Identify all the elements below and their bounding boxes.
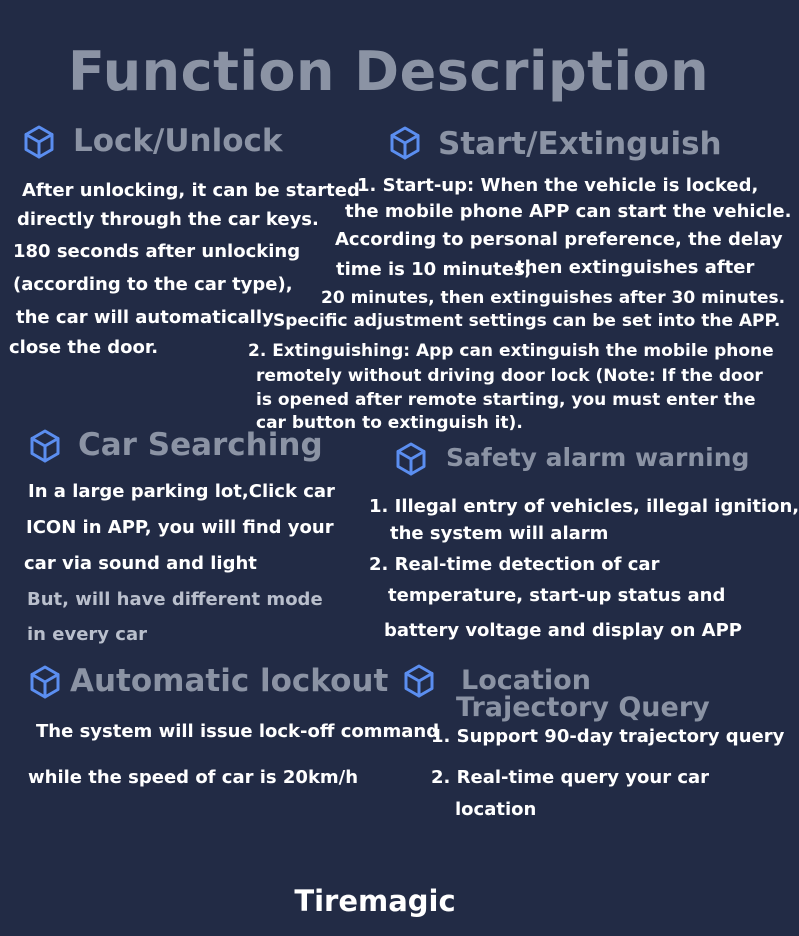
start-line: the mobile phone APP can start the vehicle.	[345, 201, 792, 222]
location-line: 1. Support 90-day trajectory query	[431, 726, 785, 747]
start-line: remotely without driving door lock (Note: If the door	[256, 366, 763, 386]
page-title: Function Description	[68, 40, 710, 103]
start-line: then extinguishes after	[516, 257, 755, 278]
search-line: In a large parking lot,Click car	[28, 481, 335, 502]
safety-line: the system will alarm	[390, 523, 609, 544]
start-line: car button to extinguish it).	[256, 413, 523, 433]
car-searching-heading: Car Searching	[78, 427, 323, 463]
safety-alarm-heading: Safety alarm warning	[446, 443, 750, 472]
lock-line: the car will automatically	[16, 307, 274, 328]
search-line: ICON in APP, you will find your	[26, 517, 334, 538]
start-line: 1. Start-up: When the vehicle is locked,	[357, 175, 759, 196]
lockout-line: The system will issue lock-off command	[36, 721, 440, 742]
cube-icon	[402, 663, 436, 699]
safety-line: 1. Illegal entry of vehicles, illegal ignition,	[369, 496, 799, 517]
safety-line: battery voltage and display on APP	[384, 620, 742, 641]
start-line: 20 minutes, then extinguishes after 30 minutes.	[321, 288, 786, 308]
start-line: Specific adjustment settings can be set into the APP.	[273, 311, 781, 331]
lock-line: close the door.	[9, 337, 159, 358]
lock-unlock-heading: Lock/Unlock	[73, 123, 283, 159]
cube-icon	[28, 664, 62, 700]
search-line: But, will have different mode	[27, 589, 323, 610]
start-extinguish-heading: Start/Extinguish	[438, 126, 722, 162]
automatic-lockout-heading: Automatic lockout	[70, 663, 389, 699]
cube-icon	[22, 124, 56, 160]
start-line: time is 10 minutes,	[336, 259, 532, 280]
safety-line: 2. Real-time detection of car	[369, 554, 660, 575]
location-line: 2. Real-time query your car	[431, 767, 710, 788]
brand-footer: Tiremagic	[294, 884, 456, 918]
location-line: location	[455, 799, 537, 820]
search-line: in every car	[27, 624, 147, 645]
search-line: car via sound and light	[24, 553, 257, 574]
start-line: According to personal preference, the delay	[335, 229, 783, 250]
lockout-line: while the speed of car is 20km/h	[28, 767, 359, 788]
start-line: is opened after remote starting, you must enter the	[256, 390, 756, 410]
location-heading: Location	[461, 665, 591, 696]
start-line: 2. Extinguishing: App can extinguish the mobile phone	[248, 341, 774, 361]
safety-line: temperature, start-up status and	[388, 585, 726, 606]
lock-line: directly through the car keys.	[17, 209, 319, 230]
cube-icon	[394, 441, 428, 477]
lock-line: (according to the car type),	[13, 274, 293, 295]
trajectory-query-heading: Trajectory Query	[456, 692, 710, 723]
cube-icon	[388, 125, 422, 161]
lock-line: 180 seconds after unlocking	[13, 241, 301, 262]
cube-icon	[28, 428, 62, 464]
lock-line: After unlocking, it can be started	[22, 180, 360, 201]
